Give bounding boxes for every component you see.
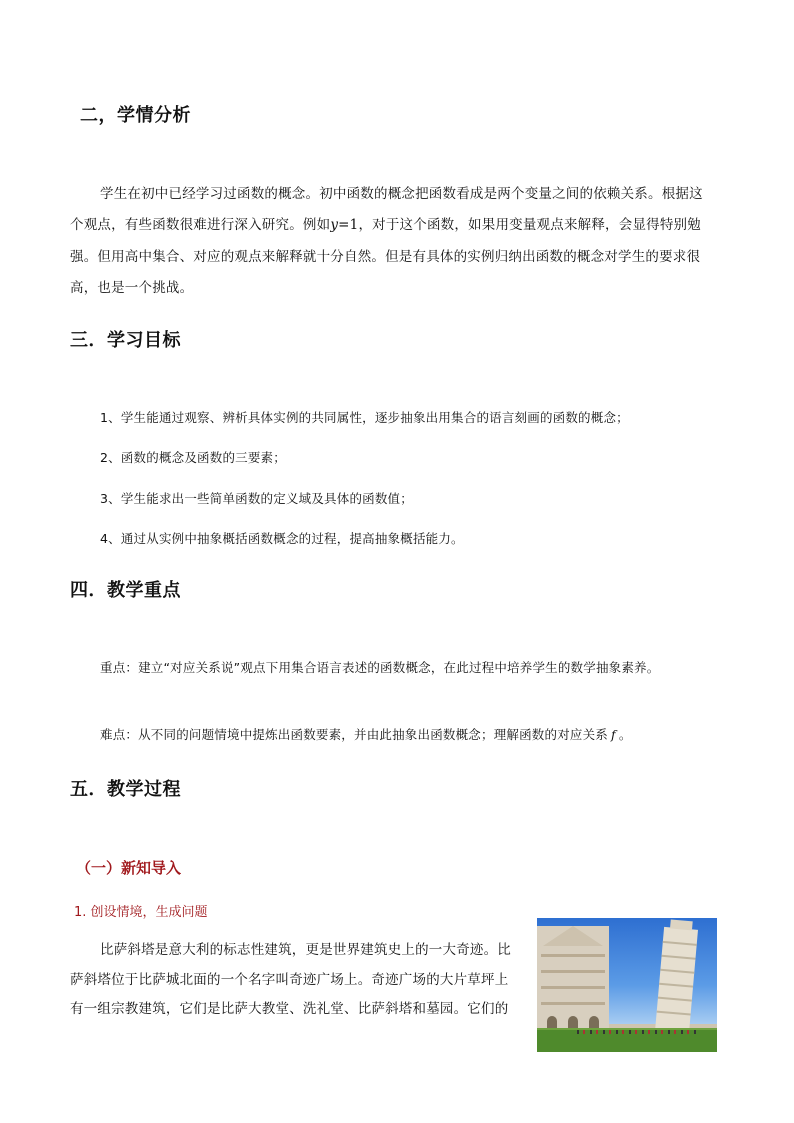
paragraph-line: 强。但用高中集合、对应的观点来解释就十分自然。但是有具体的实例归纳出函数的概念对学生的要求很 bbox=[70, 249, 701, 265]
goal-item-3: 3、学生能求出一些简单函数的定义域及具体的函数值； bbox=[100, 491, 413, 506]
text-run: ，对于这个函数，如果用变量观点来解释，会显得特别勉 bbox=[358, 217, 701, 233]
leaning-tower-shape bbox=[655, 927, 698, 1034]
section-heading-learning-goals: 三．学习目标 bbox=[70, 330, 181, 351]
goal-item-4: 4、通过从实例中抽象概括函数概念的过程，提高抽象概括能力。 bbox=[100, 531, 464, 546]
paragraph-line: 学生在初中已经学习过函数的概念。初中函数的概念把函数看成是两个变量之间的依赖关系。根据这 bbox=[100, 186, 703, 202]
text-run: 个观点，有些函数很难进行深入研究。例如 bbox=[70, 217, 331, 233]
text-run: 。 bbox=[618, 727, 632, 742]
section-heading-learning-analysis: 二，学情分析 bbox=[80, 105, 191, 126]
paragraph-line: 高，也是一个挑战。 bbox=[70, 280, 194, 296]
subheading-new-knowledge: （一）新知导入 bbox=[76, 859, 182, 877]
text-run: 难点：从不同的问题情境中提炼出函数要素，并由此抽象出函数概念；理解函数的对应关系 bbox=[100, 727, 609, 742]
cathedral-shape bbox=[537, 926, 609, 1038]
paragraph-line: 有一组宗教建筑，它们是比萨大教堂、洗礼堂、比萨斜塔和墓园。它们的 bbox=[70, 1001, 509, 1017]
math-variable-y: y bbox=[330, 217, 339, 233]
paragraph-line: 萨斜塔位于比萨城北面的一个名字叫奇迹广场上。奇迹广场的大片草坪上 bbox=[70, 972, 509, 988]
difficulty-text bbox=[100, 725, 632, 743]
subsubheading-create-situation: 1. 创设情境，生成问题 bbox=[74, 905, 208, 920]
paragraph-line bbox=[70, 215, 701, 235]
pisa-tower-photo bbox=[537, 918, 717, 1052]
paragraph-line: 比萨斜塔是意大利的标志性建筑，更是世界建筑史上的一大奇迹。比 bbox=[100, 942, 511, 958]
goal-item-2: 2、函数的概念及函数的三要素； bbox=[100, 450, 286, 465]
section-heading-key-points: 四．教学重点 bbox=[70, 580, 181, 601]
math-variable-f: f bbox=[611, 727, 616, 742]
math-equals-one: =1 bbox=[338, 217, 359, 233]
goal-item-1: 1、学生能通过观察、辨析具体实例的共同属性，逐步抽象出用集合的语言刻画的函数的概念； bbox=[100, 410, 629, 425]
key-point-text: 重点：建立“对应关系说”观点下用集合语言表述的函数概念，在此过程中培养学生的数学抽象素养。 bbox=[100, 660, 660, 675]
section-heading-teaching-process: 五．教学过程 bbox=[70, 779, 181, 800]
